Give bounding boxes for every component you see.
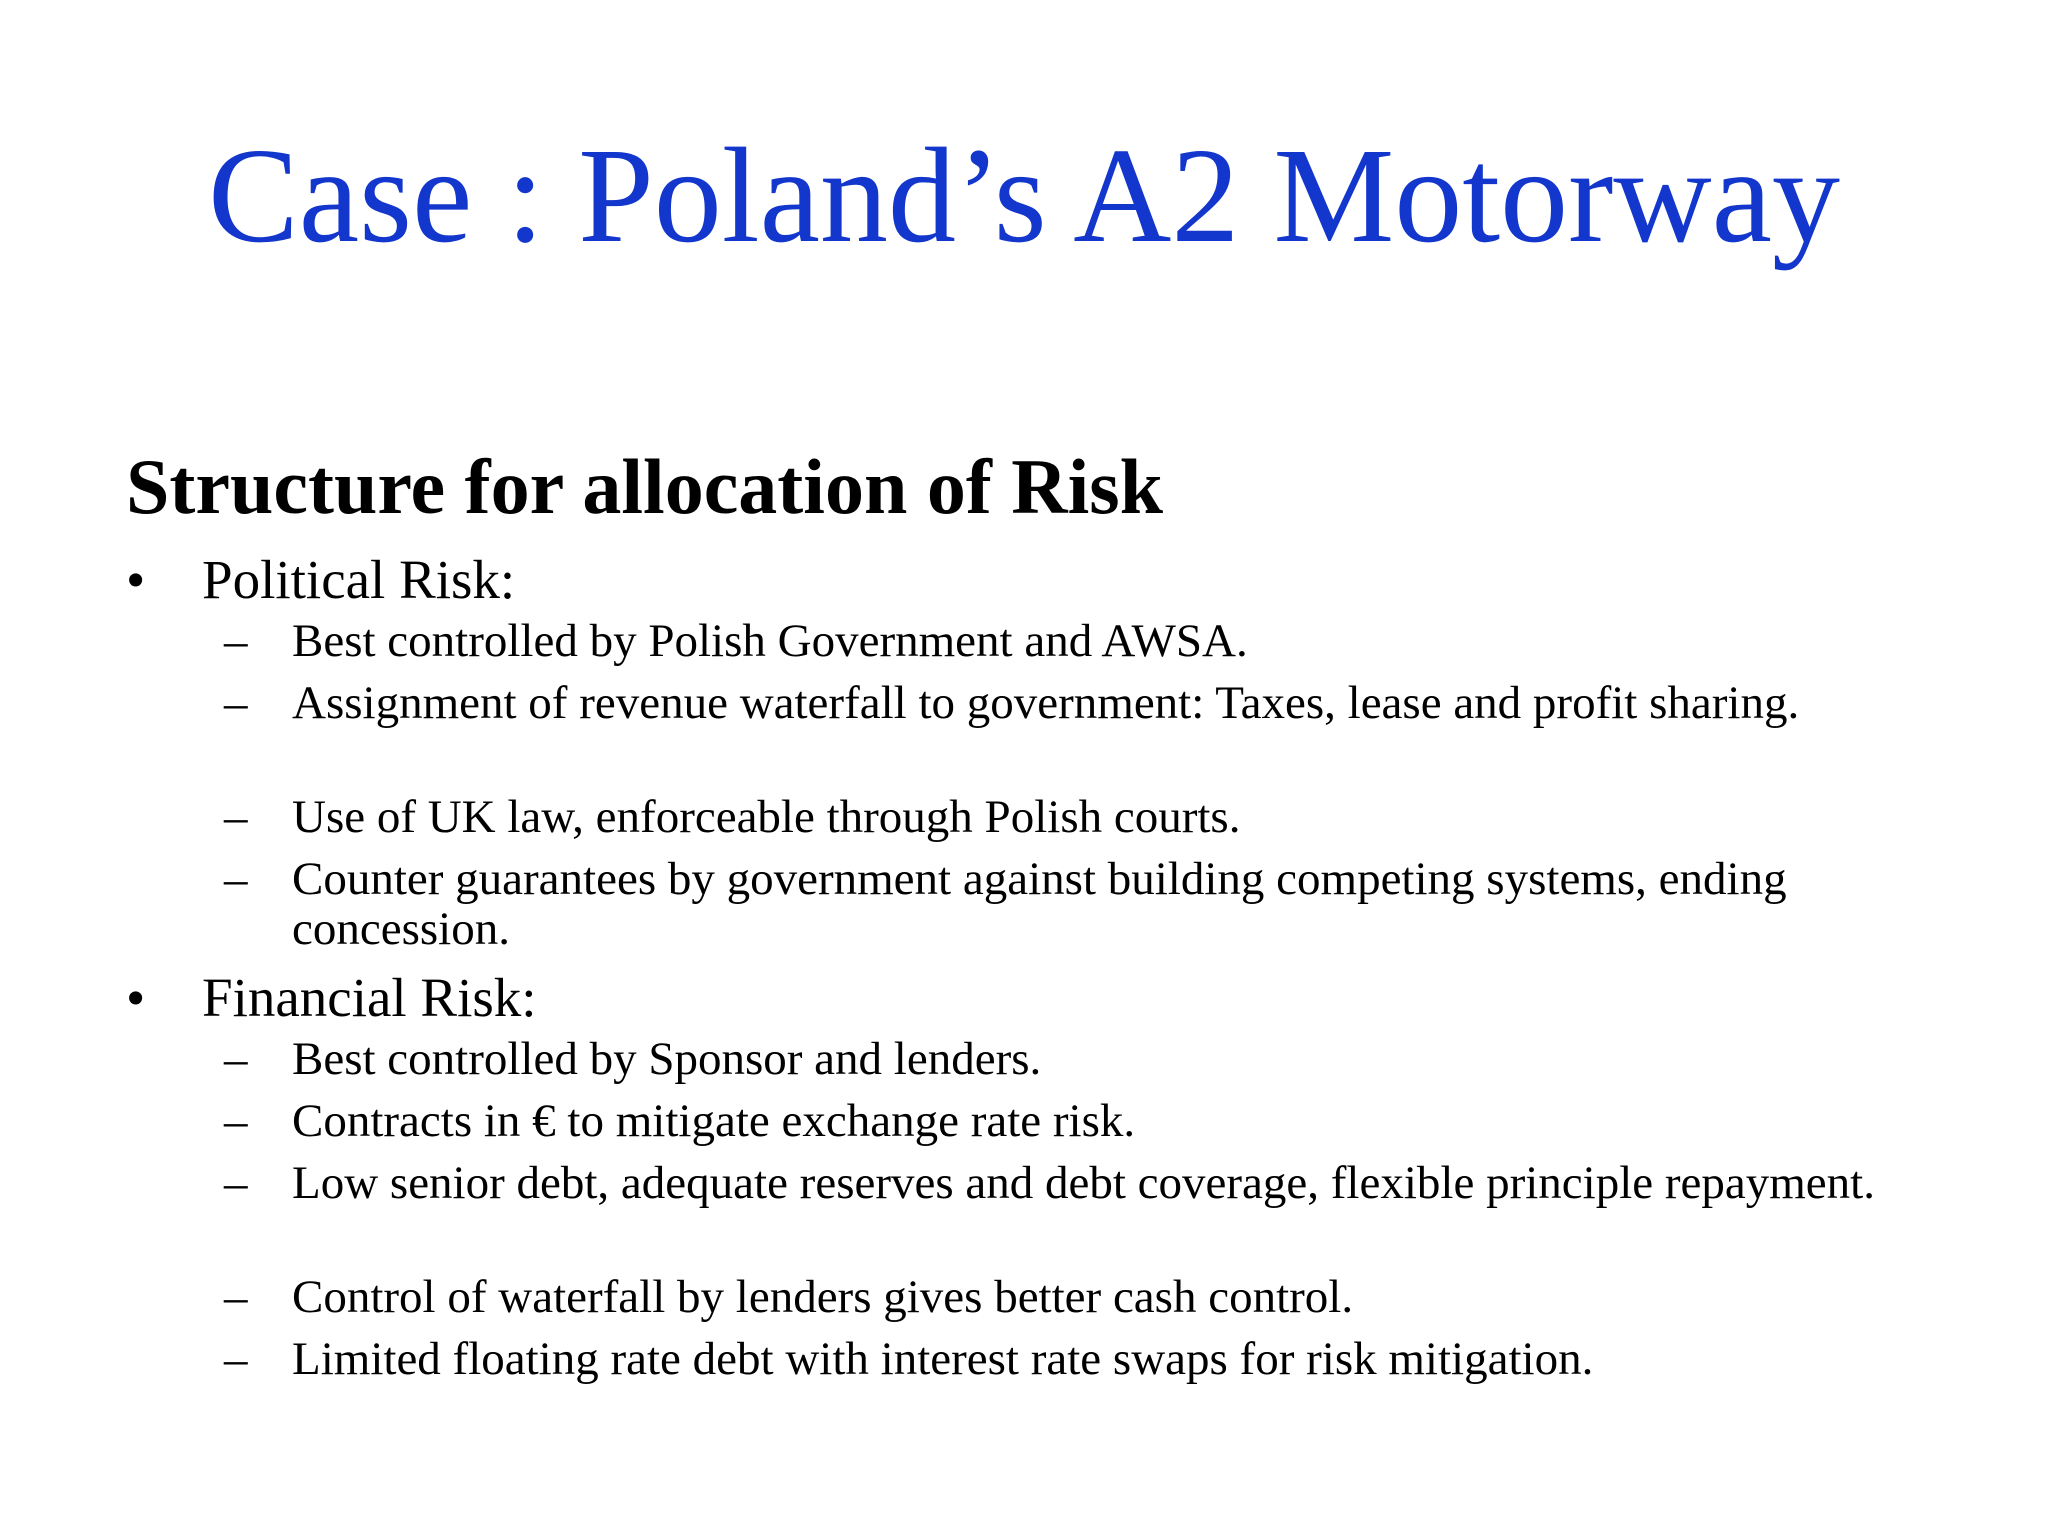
sub-item-text: Low senior debt, adequate reserves and debt coverage, flexible principle repayment. [292,1157,1875,1209]
sub-item-text: Assignment of revenue waterfall to government: Taxes, lease and profit sharing. [292,677,1800,729]
dash-icon: – [224,615,248,667]
dash-icon: – [224,677,248,729]
sub-item-text: Best controlled by Polish Government and AWSA. [292,615,1248,667]
bullet-icon: • [126,549,146,610]
dash-icon: – [224,1157,248,1209]
bullet-label: Political Risk: [202,549,516,610]
dash-icon: – [224,1033,248,1085]
sub-item-text: Best controlled by Sponsor and lenders. [292,1033,1042,1085]
dash-icon: – [224,1271,248,1323]
bullet-label: Financial Risk: [202,967,537,1028]
sub-item-text: Control of waterfall by lenders gives better cash control. [292,1271,1354,1323]
dash-icon: – [224,1333,248,1385]
dash-icon: – [224,791,248,843]
dash-icon: – [224,1095,248,1147]
dash-icon: – [224,853,248,905]
section-heading: Structure for allocation of Risk [126,443,1164,530]
sub-item-text: Use of UK law, enforceable through Polish courts. [292,791,1241,843]
sub-item-text: Contracts in € to mitigate exchange rate risk. [292,1095,1136,1147]
sub-item-text: Limited floating rate debt with interest rate swaps for risk mitigation. [292,1333,1594,1385]
bullet-icon: • [126,967,146,1028]
sub-item-text: Counter guarantees by government against building competing systems, ending concession. [292,853,1787,955]
slide-title: Case : Poland’s A2 Motorway [208,121,1840,271]
